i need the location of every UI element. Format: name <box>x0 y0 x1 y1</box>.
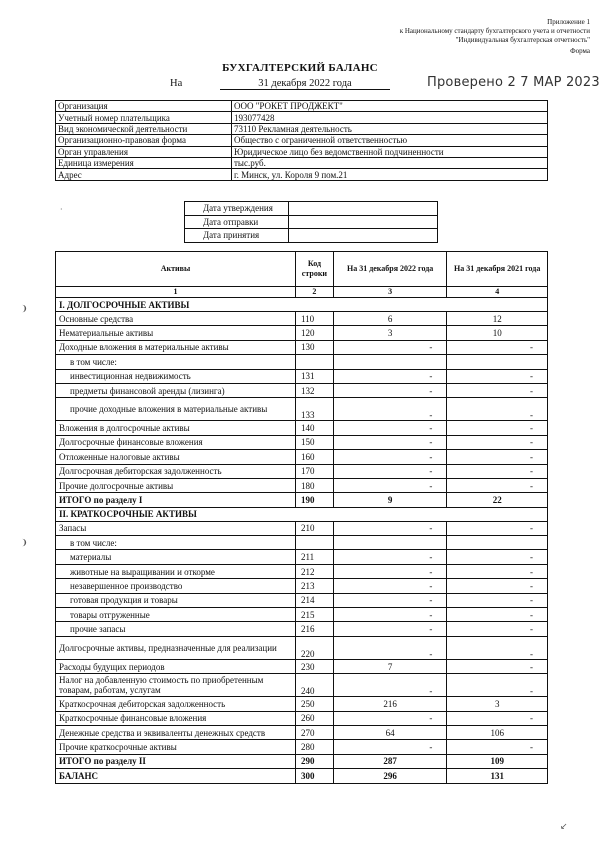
table-row <box>56 622 548 636</box>
value-2022: - <box>333 622 446 636</box>
info-row <box>56 112 548 123</box>
row-name: Запасы <box>56 521 296 535</box>
info-value: Юридическое лицо без ведомственной подчиненности <box>232 146 548 157</box>
date-prefix: На <box>170 78 183 89</box>
date-value <box>289 215 438 229</box>
value-2022: - <box>333 398 446 421</box>
value-2021: - <box>447 398 548 421</box>
table-row <box>56 398 548 421</box>
header-standard: к Национальному стандарту бухгалтерского учета и отчетности <box>399 27 590 35</box>
info-label: Вид экономической деятельности <box>56 123 232 134</box>
value-2022: 9 <box>333 493 446 507</box>
row-code: 240 <box>295 674 333 697</box>
row-code: 120 <box>295 326 333 340</box>
organization-info-table <box>55 100 548 181</box>
row-name: в том числе: <box>56 536 296 550</box>
table-row <box>56 536 548 550</box>
date-row <box>185 215 438 229</box>
info-label: Единица измерения <box>56 157 232 168</box>
info-label: Орган управления <box>56 146 232 157</box>
row-code: 190 <box>295 493 333 507</box>
column-number: 4 <box>447 287 548 298</box>
row-name: Долгосрочные активы, предназначенные для реализации <box>56 636 296 659</box>
column-number: 2 <box>295 287 333 298</box>
table-row <box>56 636 548 659</box>
value-2021: - <box>447 674 548 697</box>
info-label: Организация <box>56 101 232 112</box>
table-row <box>56 725 548 739</box>
header-2022: На 31 декабря 2022 года <box>333 252 446 287</box>
value-2021: - <box>447 521 548 535</box>
row-name: прочие доходные вложения в материальные активы <box>56 398 296 421</box>
info-value: 193077428 <box>232 112 548 123</box>
date-label: Дата утверждения <box>185 202 289 216</box>
row-code: 110 <box>295 312 333 326</box>
value-2022: 7 <box>333 659 446 673</box>
value-2021: - <box>447 608 548 622</box>
row-code: 290 <box>295 754 333 768</box>
column-number: 1 <box>56 287 296 298</box>
row-name: Налог на добавленную стоимость по приобретенным товарам, работам, услугам <box>56 674 296 697</box>
pen-mark: ❩ <box>21 304 28 313</box>
info-value: тыс.руб. <box>232 157 548 168</box>
balance-sheet-table <box>55 251 548 784</box>
row-code: 280 <box>295 740 333 754</box>
table-row <box>56 340 548 354</box>
row-name: Вложения в долгосрочные активы <box>56 421 296 435</box>
column-number-row <box>56 287 548 298</box>
table-row <box>56 697 548 711</box>
table-row <box>56 674 548 697</box>
dates-table <box>184 201 438 243</box>
value-2022: - <box>333 593 446 607</box>
value-2021 <box>447 536 548 550</box>
row-name: Долгосрочная дебиторская задолженность <box>56 464 296 478</box>
row-code: 260 <box>295 711 333 725</box>
table-row <box>56 326 548 340</box>
info-label: Организационно-правовая форма <box>56 135 232 146</box>
value-2021: - <box>447 593 548 607</box>
pen-mark: ❩ <box>21 538 28 547</box>
row-name: предметы финансовой аренды (лизинга) <box>56 383 296 397</box>
table-row <box>56 593 548 607</box>
row-name: материалы <box>56 550 296 564</box>
value-2021 <box>447 355 548 369</box>
row-code: 133 <box>295 398 333 421</box>
row-code: 300 <box>295 769 333 783</box>
info-label: Учетный номер плательщика <box>56 112 232 123</box>
row-code: 220 <box>295 636 333 659</box>
value-2022 <box>333 355 446 369</box>
row-code: 131 <box>295 369 333 383</box>
date-value <box>289 202 438 216</box>
row-name: Основные средства <box>56 312 296 326</box>
table-row <box>56 550 548 564</box>
total-row <box>56 754 548 768</box>
table-row <box>56 659 548 673</box>
row-name: готовая продукция и товары <box>56 593 296 607</box>
row-name: незавершенное производство <box>56 579 296 593</box>
value-2021: - <box>447 383 548 397</box>
value-2021: 12 <box>447 312 548 326</box>
row-name: Отложенные налоговые активы <box>56 450 296 464</box>
total-row <box>56 493 548 507</box>
row-name: товары отгруженные <box>56 608 296 622</box>
row-code: 214 <box>295 593 333 607</box>
row-code <box>295 355 333 369</box>
row-name: ИТОГО по разделу II <box>56 754 296 768</box>
section-title: I. ДОЛГОСРОЧНЫЕ АКТИВЫ <box>56 298 548 312</box>
row-code: 230 <box>295 659 333 673</box>
header-form: Форма <box>570 47 590 55</box>
value-2021: 106 <box>447 725 548 739</box>
row-name: ИТОГО по разделу I <box>56 493 296 507</box>
row-code: 132 <box>295 383 333 397</box>
table-row <box>56 355 548 369</box>
section-row <box>56 298 548 312</box>
row-code: 250 <box>295 697 333 711</box>
date-label: Дата принятия <box>185 229 289 243</box>
header-appendix: Приложение 1 <box>547 18 590 26</box>
row-code: 180 <box>295 478 333 492</box>
value-2021: - <box>447 340 548 354</box>
value-2021: 22 <box>447 493 548 507</box>
value-2021: 109 <box>447 754 548 768</box>
row-name: Прочие краткосрочные активы <box>56 740 296 754</box>
value-2022: 296 <box>333 769 446 783</box>
row-name: прочие запасы <box>56 622 296 636</box>
value-2021: - <box>447 478 548 492</box>
date-value <box>289 229 438 243</box>
value-2022: - <box>333 369 446 383</box>
row-code: 212 <box>295 564 333 578</box>
info-row <box>56 123 548 134</box>
info-label: Адрес <box>56 169 232 180</box>
value-2021: - <box>447 740 548 754</box>
row-code: 170 <box>295 464 333 478</box>
table-row <box>56 450 548 464</box>
header-2021: На 31 декабря 2021 года <box>447 252 548 287</box>
header-code: Код строки <box>295 252 333 287</box>
row-name: животные на выращивании и откорме <box>56 564 296 578</box>
header-assets: Активы <box>56 252 296 287</box>
row-name: Денежные средства и эквиваленты денежных средств <box>56 725 296 739</box>
value-2021: - <box>447 636 548 659</box>
value-2021: 10 <box>447 326 548 340</box>
table-row <box>56 521 548 535</box>
section-title: II. КРАТКОСРОЧНЫЕ АКТИВЫ <box>56 507 548 521</box>
value-2022: - <box>333 464 446 478</box>
row-name: Краткосрочные финансовые вложения <box>56 711 296 725</box>
value-2021: - <box>447 369 548 383</box>
document-title: БУХГАЛТЕРСКИЙ БАЛАНС <box>222 62 378 74</box>
pen-mark: · <box>60 205 63 214</box>
value-2022 <box>333 536 446 550</box>
row-name: Долгосрочные финансовые вложения <box>56 435 296 449</box>
table-row <box>56 579 548 593</box>
value-2022: - <box>333 740 446 754</box>
row-code: 216 <box>295 622 333 636</box>
info-value: Общество с ограниченной ответственностью <box>232 135 548 146</box>
row-name: Прочие долгосрочные активы <box>56 478 296 492</box>
row-code: 150 <box>295 435 333 449</box>
row-name: Расходы будущих периодов <box>56 659 296 673</box>
pen-mark: ↙ <box>560 822 568 832</box>
table-row <box>56 369 548 383</box>
value-2022: - <box>333 579 446 593</box>
table-row <box>56 608 548 622</box>
info-value: 73110 Рекламная деятельность <box>232 123 548 134</box>
date-row <box>185 229 438 243</box>
row-code <box>295 536 333 550</box>
date-label: Дата отправки <box>185 215 289 229</box>
table-row <box>56 421 548 435</box>
row-name: Нематериальные активы <box>56 326 296 340</box>
value-2022: - <box>333 521 446 535</box>
info-row <box>56 146 548 157</box>
value-2021: - <box>447 450 548 464</box>
value-2022: 6 <box>333 312 446 326</box>
value-2021: - <box>447 550 548 564</box>
info-row <box>56 135 548 146</box>
row-name: Доходные вложения в материальные активы <box>56 340 296 354</box>
value-2021: 131 <box>447 769 548 783</box>
value-2022: - <box>333 340 446 354</box>
value-2022: - <box>333 608 446 622</box>
value-2021: - <box>447 421 548 435</box>
value-2022: - <box>333 450 446 464</box>
value-2022: - <box>333 550 446 564</box>
value-2022: - <box>333 711 446 725</box>
value-2022: - <box>333 674 446 697</box>
value-2021: - <box>447 579 548 593</box>
row-code: 160 <box>295 450 333 464</box>
column-number: 3 <box>333 287 446 298</box>
value-2022: - <box>333 564 446 578</box>
row-code: 140 <box>295 421 333 435</box>
value-2021: 3 <box>447 697 548 711</box>
info-row <box>56 169 548 180</box>
table-row <box>56 564 548 578</box>
value-2022: - <box>333 383 446 397</box>
info-row <box>56 157 548 168</box>
header-standard-title: "Индивидуальная бухгалтерская отчетность" <box>455 36 590 44</box>
total-row <box>56 769 548 783</box>
value-2021: - <box>447 564 548 578</box>
value-2021: - <box>447 711 548 725</box>
row-code: 215 <box>295 608 333 622</box>
value-2021: - <box>447 622 548 636</box>
value-2021: - <box>447 435 548 449</box>
value-2022: 64 <box>333 725 446 739</box>
value-2022: 216 <box>333 697 446 711</box>
table-row <box>56 312 548 326</box>
report-date: 31 декабря 2022 года <box>220 78 390 90</box>
row-code: 270 <box>295 725 333 739</box>
table-row <box>56 464 548 478</box>
row-code: 130 <box>295 340 333 354</box>
table-row <box>56 711 548 725</box>
table-header-row <box>56 252 548 287</box>
table-row <box>56 740 548 754</box>
row-name: Краткосрочная дебиторская задолженность <box>56 697 296 711</box>
info-value: г. Минск, ул. Короля 9 пом.21 <box>232 169 548 180</box>
value-2022: - <box>333 435 446 449</box>
row-name: БАЛАНС <box>56 769 296 783</box>
row-name: инвестиционная недвижимость <box>56 369 296 383</box>
row-code: 210 <box>295 521 333 535</box>
info-row <box>56 101 548 112</box>
info-value: ООО "РОКЕТ ПРОДЖЕКТ" <box>232 101 548 112</box>
value-2022: - <box>333 636 446 659</box>
date-row <box>185 202 438 216</box>
value-2021: - <box>447 659 548 673</box>
table-row <box>56 383 548 397</box>
table-row <box>56 435 548 449</box>
verified-stamp: Проверено 2 7 МАР 2023 <box>427 75 600 90</box>
row-name: в том числе: <box>56 355 296 369</box>
section-row <box>56 507 548 521</box>
row-code: 213 <box>295 579 333 593</box>
value-2022: - <box>333 478 446 492</box>
value-2021: - <box>447 464 548 478</box>
table-row <box>56 478 548 492</box>
row-code: 211 <box>295 550 333 564</box>
value-2022: 287 <box>333 754 446 768</box>
value-2022: 3 <box>333 326 446 340</box>
value-2022: - <box>333 421 446 435</box>
